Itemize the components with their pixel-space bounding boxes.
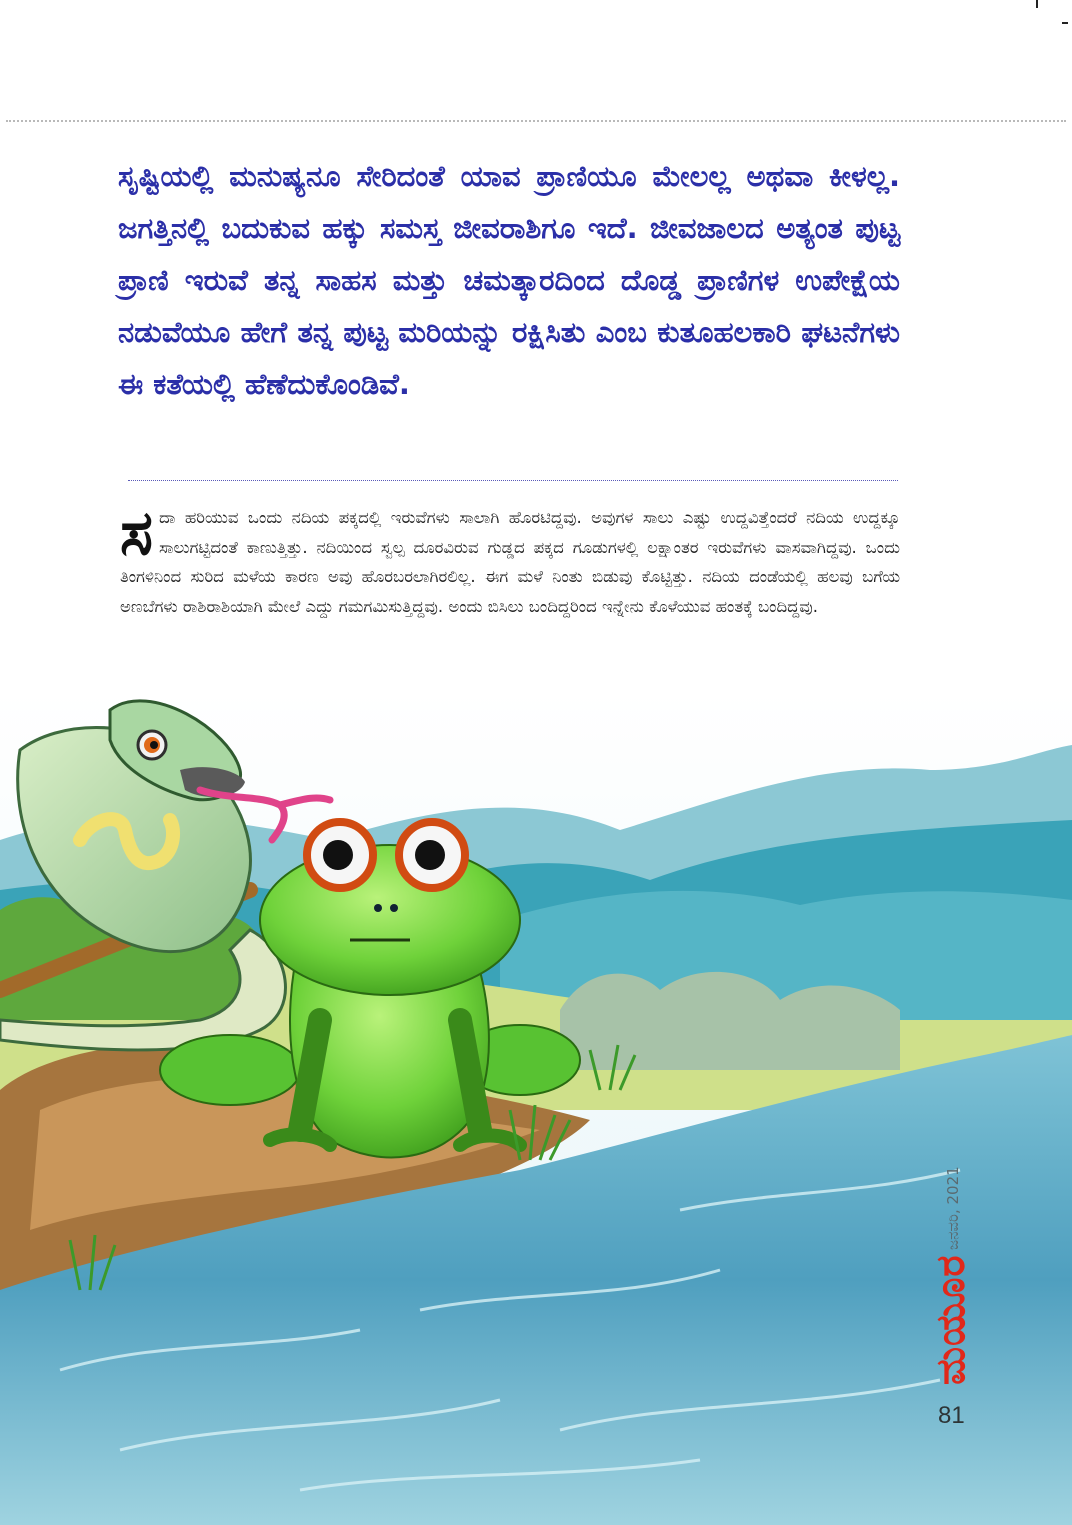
section-divider — [128, 480, 898, 481]
drop-cap: ಸ — [120, 496, 153, 569]
crop-mark-top — [1036, 0, 1038, 8]
issue-date: ಜನವರಿ, 2021 — [944, 1166, 962, 1250]
page-number: 81 — [938, 1402, 965, 1429]
header-dotted-rule — [6, 120, 1066, 122]
story-illustration — [0, 690, 1072, 1525]
story-text: ದಾ ಹರಿಯುವ ಒಂದು ನದಿಯ ಪಕ್ಕದಲ್ಲಿ ಇರುವೆಗಳು ಸಾಲಾಗಿ ಹೊರಟಿದ್ದವು. ಅವುಗಳ ಸಾಲು ಎಷ್ಟು ಉದ್ದವಿತ್ತೆಂದರೆ ನದಿಯ ಉದ್ದಕ್ಕೂ ಸಾಲುಗಟ್ಟಿದಂತೆ ಕಾಣುತ್ತಿತ್ತು. ನದಿಯಿಂದ ಸ್ವಲ್ಪ ದೂರವಿರುವ ಗುಡ್ಡದ ಪಕ್ಕದ ಗೂಡುಗಳಲ್ಲಿ ಲಕ್ಷಾಂತರ ಇರುವೆಗಳು ವಾಸವಾಗಿದ್ದವು. ಒಂದು ತಿಂಗಳಿನಿಂದ ಸುರಿದ ಮಳೆಯ ಕಾರಣ ಅವು ಹೊರಬರಲಾಗಿರಲಿಲ್ಲ. ಈಗ ಮಳೆ ನಿಂತು ಬಿಡುವು ಕೊಟ್ಟಿತ್ತು. ನದಿಯ ದಂಡೆಯಲ್ಲಿ ಹಲವು ಬಗೆಯ ಅಣಬೆಗಳು ರಾಶಿರಾಶಿಯಾಗಿ ಮೇಲೆ ಎದ್ದು ಗಮಗಮಿಸುತ್ತಿದ್ದವು. ಅಂದು ಬಿಸಿಲು ಬಂದಿದ್ದರಿಂದ ಇನ್ನೇನು ಕೊಳೆಯುವ ಹಂತಕ್ಕೆ ಬಂದಿದ್ದವು. — [120, 508, 900, 616]
intro-paragraph: ಸೃಷ್ಟಿಯಲ್ಲಿ ಮನುಷ್ಯನೂ ಸೇರಿದಂತೆ ಯಾವ ಪ್ರಾಣಿಯೂ ಮೇಲಲ್ಲ ಅಥವಾ ಕೀಳಲ್ಲ. ಜಗತ್ತಿನಲ್ಲಿ ಬದುಕುವ ಹಕ್ಕು ಸಮಸ್ತ ಜೀವರಾಶಿಗೂ ಇದೆ. ಜೀವಜಾಲದ ಅತ್ಯಂತ ಪುಟ್ಟ ಪ್ರಾಣಿ ಇರುವೆ ತನ್ನ ಸಾಹಸ ಮತ್ತು ಚಮತ್ಕಾರದಿಂದ ದೊಡ್ಡ ಪ್ರಾಣಿಗಳ ಉಪೇಕ್ಷೆಯ ನಡುವೆಯೂ ಹೇಗೆ ತನ್ನ ಪುಟ್ಟ ಮರಿಯನ್ನು ರಕ್ಷಿಸಿತು ಎಂಬ ಕುತೂಹಲಕಾರಿ ಘಟನೆಗಳು ಈ ಕತೆಯಲ್ಲಿ ಹೆಣೆದುಕೊಂಡಿವೆ. — [118, 159, 900, 401]
crop-mark-right — [1062, 22, 1068, 24]
frog-head — [260, 845, 520, 995]
frog-left-leg — [160, 1035, 300, 1105]
magazine-brand: ಮಯೂರ — [928, 1254, 974, 1385]
story-paragraph — [120, 496, 900, 621]
